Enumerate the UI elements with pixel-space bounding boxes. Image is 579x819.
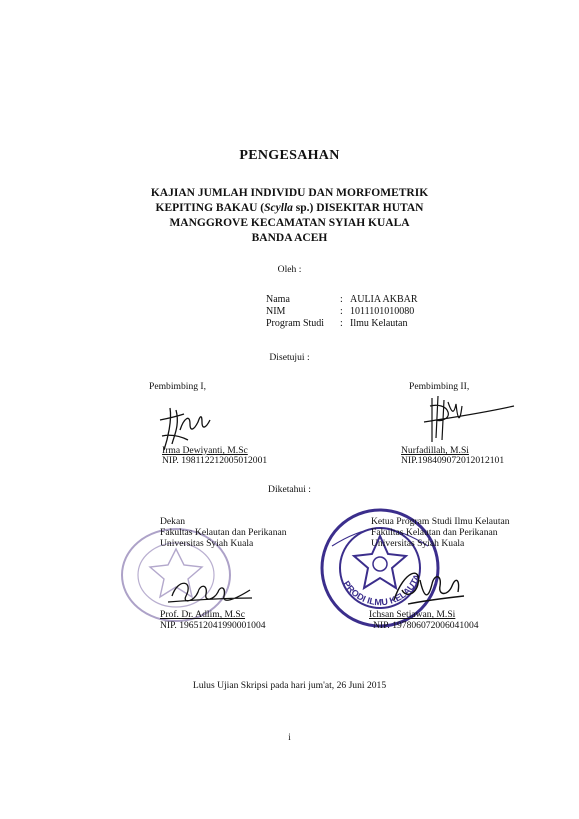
thesis-title bbox=[120, 186, 459, 246]
thesis-title-line-1: KAJIAN JUMLAH INDIVIDU DAN MORFOMETRIK bbox=[150, 187, 429, 199]
name-value: AULIA AKBAR bbox=[350, 294, 418, 305]
dean-name: Prof. Dr. Adlim, M.Sc bbox=[160, 609, 246, 620]
dean-signature bbox=[164, 570, 254, 610]
dean-nip: NIP. 196512041990001004 bbox=[160, 620, 266, 631]
name-label: Nama bbox=[266, 294, 290, 305]
dean-title: Dekan bbox=[160, 516, 186, 527]
dean-faculty: Fakultas Kelautan dan Perikanan bbox=[160, 527, 287, 538]
approved-label: Disetujui : bbox=[269, 352, 310, 363]
supervisor1-name: Irma Dewiyanti, M.Sc bbox=[162, 445, 248, 456]
thesis-title-species: Scylla bbox=[264, 202, 293, 214]
supervisor2-role: Pembimbing II, bbox=[409, 381, 470, 392]
prodi-separator: : bbox=[340, 318, 343, 329]
page-title: PENGESAHAN bbox=[239, 148, 340, 163]
head-signature bbox=[388, 560, 468, 612]
prodi-value: Ilmu Kelautan bbox=[350, 318, 408, 329]
exam-date-line: Lulus Ujian Skripsi pada hari jum'at, 26 Juni 2015 bbox=[192, 680, 387, 691]
author-info bbox=[266, 294, 418, 330]
author-name-row bbox=[266, 294, 418, 306]
head-name: Ichsan Setiawan, M.Si bbox=[369, 609, 456, 620]
head-nip: NIP. 197806072006041004 bbox=[373, 620, 479, 631]
dean-university: Universitas Syiah Kuala bbox=[160, 538, 254, 549]
acknowledged-label: Diketahui : bbox=[268, 484, 311, 495]
author-nim-row bbox=[266, 306, 418, 318]
head-faculty: Fakultas Kelautan dan Perikanan bbox=[371, 527, 498, 538]
supervisor2-signature bbox=[418, 392, 518, 450]
thesis-title-line-2-post: sp.) DISEKITAR HUTAN bbox=[292, 202, 424, 214]
nim-separator: : bbox=[340, 306, 343, 317]
supervisor1-role: Pembimbing I, bbox=[149, 381, 207, 392]
nim-value: 1011101010080 bbox=[350, 306, 415, 317]
supervisor2-name: Nurfadillah, M.Si bbox=[401, 445, 469, 456]
head-university: Universitas Syiah Kuala bbox=[371, 538, 465, 549]
author-prodi-row bbox=[266, 318, 418, 330]
nim-label: NIM bbox=[266, 306, 286, 317]
thesis-title-line-4: BANDA ACEH bbox=[251, 232, 328, 244]
supervisor1-nip: NIP. 198112212005012001 bbox=[162, 455, 268, 466]
by-label: Oleh : bbox=[277, 264, 302, 275]
name-separator: : bbox=[340, 294, 343, 305]
thesis-title-line-2 bbox=[120, 201, 459, 216]
head-title: Ketua Program Studi Ilmu Kelautan bbox=[371, 516, 510, 527]
prodi-label: Program Studi bbox=[266, 318, 325, 329]
thesis-title-line-3: MANGGROVE KECAMATAN SYIAH KUALA bbox=[169, 217, 410, 229]
stamp-text: PRODI ILMU KELAUTAN bbox=[314, 498, 423, 608]
supervisor2-nip: NIP.198409072012012101 bbox=[401, 455, 505, 466]
page-number: i bbox=[288, 732, 291, 742]
thesis-title-line-2-pre: KEPITING BAKAU ( bbox=[155, 202, 265, 214]
